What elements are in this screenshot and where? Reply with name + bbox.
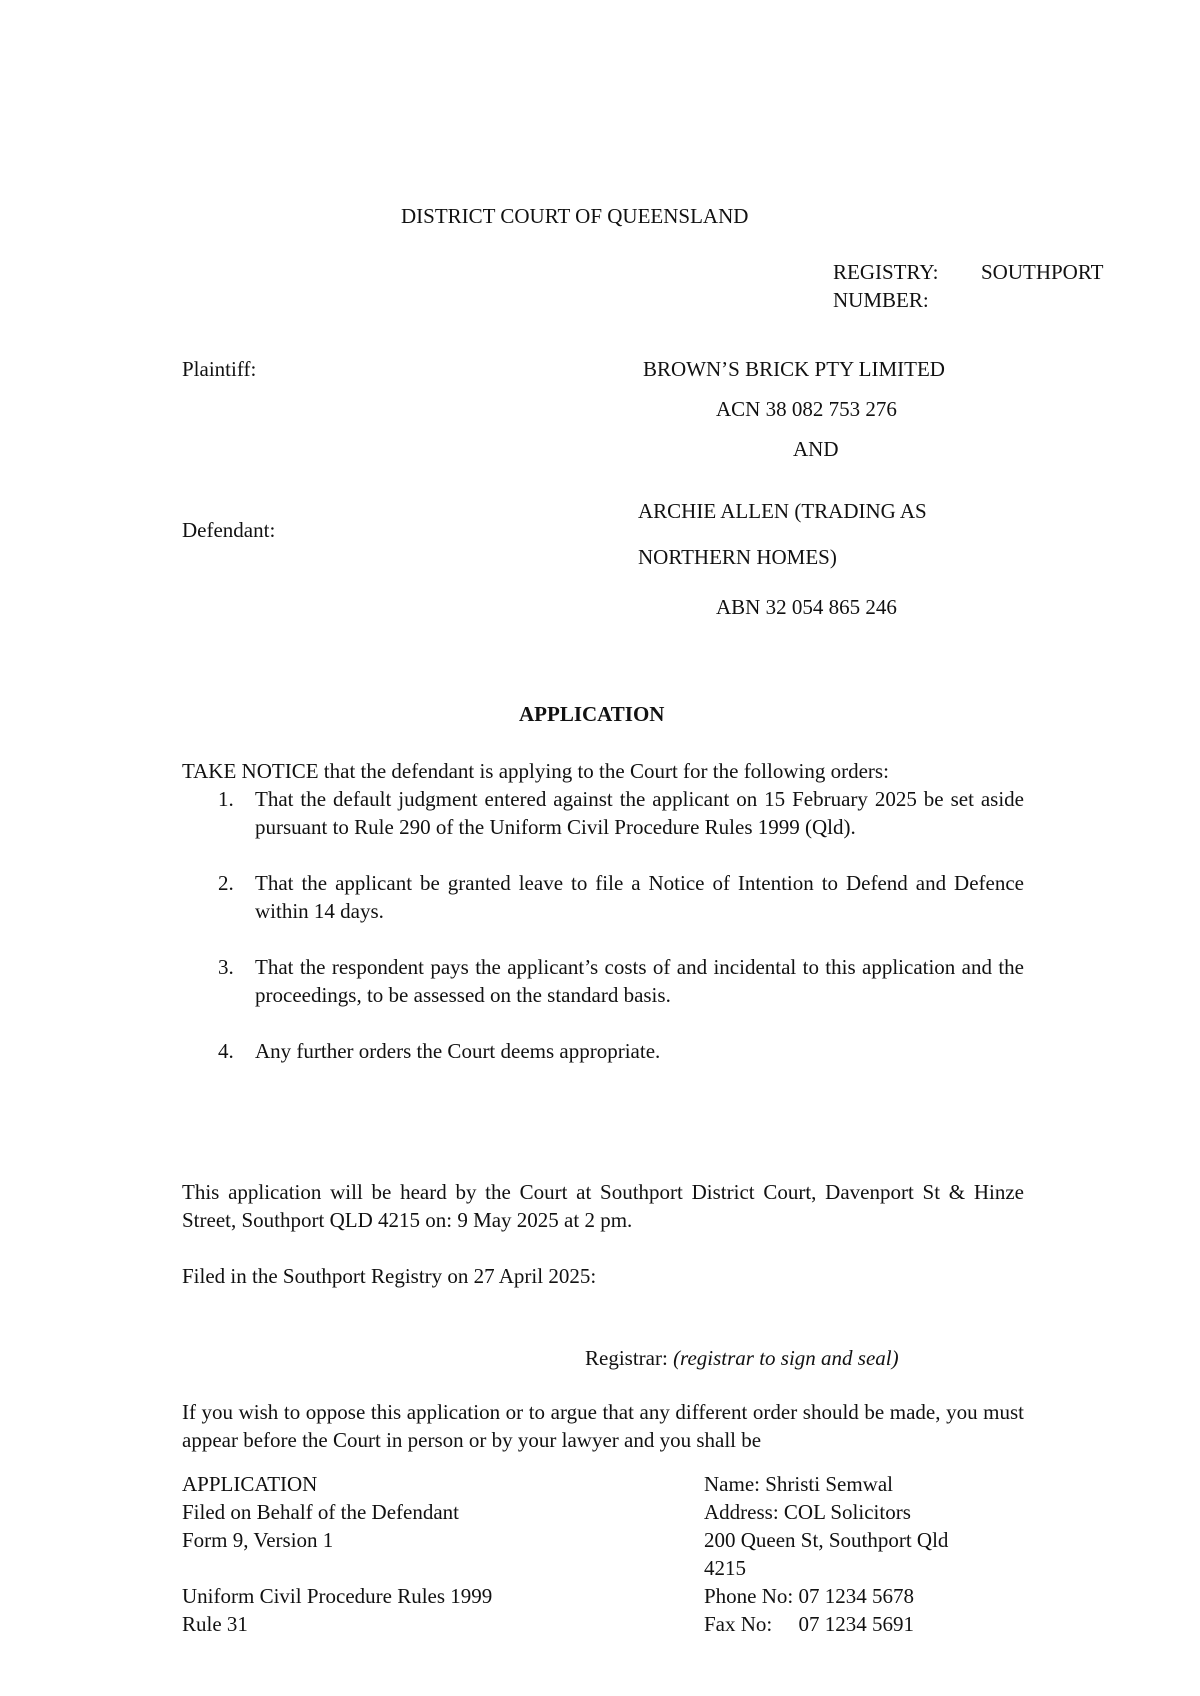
order-number: 1. (218, 787, 234, 811)
footer-rule-number: Rule 31 (182, 1612, 248, 1636)
footer-address: Address: COL Solicitors (704, 1500, 911, 1524)
court-title: DISTRICT COURT OF QUEENSLAND (401, 204, 749, 228)
footer-fax: Fax No: 07 1234 5691 (704, 1612, 914, 1636)
plaintiff-name: BROWN’S BRICK PTY LIMITED (643, 357, 945, 381)
defendant-abn: ABN 32 054 865 246 (716, 595, 897, 619)
order-text: That the default judgment entered against the applicant on 15 February 2025 be set aside pursuant to Rule 290 of the Uniform Civil Procedure Rules 1999 (Qld). (255, 787, 1024, 839)
registry-label: REGISTRY: (833, 260, 939, 284)
order-number: 4. (218, 1039, 234, 1063)
defendant-name-line2: NORTHERN HOMES) (638, 545, 837, 569)
application-title: APPLICATION (519, 702, 665, 726)
and-separator: AND (793, 437, 839, 461)
order-text: That the respondent pays the applicant’s costs of and incidental to this application and the proceedings, to be assessed on the standard basis. (255, 955, 1024, 1007)
footer-contact-info (704, 1470, 1044, 1638)
footer-postcode: 4215 (704, 1556, 746, 1580)
order-number: 2. (218, 871, 234, 895)
order-text: That the applicant be granted leave to file a Notice of Intention to Defend and Defence within 14 days. (255, 871, 1024, 923)
defendant-name-line1: ARCHIE ALLEN (TRADING AS (638, 499, 927, 523)
filed-date: Filed in the Southport Registry on 27 April 2025: (182, 1264, 597, 1288)
footer-doc-type: APPLICATION (182, 1472, 318, 1496)
order-item (182, 1037, 1024, 1065)
footer-document-info (182, 1470, 602, 1638)
number-label: NUMBER: (833, 288, 929, 312)
footer-filed-behalf: Filed on Behalf of the Defendant (182, 1500, 459, 1524)
registrar-note: (registrar to sign and seal) (673, 1346, 899, 1370)
order-text: Any further orders the Court deems appropriate. (255, 1039, 661, 1063)
registry-value: SOUTHPORT (981, 260, 1104, 284)
plaintiff-label: Plaintiff: (182, 357, 257, 381)
defendant-label: Defendant: (182, 518, 276, 542)
footer-form: Form 9, Version 1 (182, 1528, 334, 1552)
orders-list (182, 785, 1024, 1093)
order-item (182, 785, 1024, 841)
footer-name: Name: Shristi Semwal (704, 1472, 893, 1496)
footer-street: 200 Queen St, Southport Qld (704, 1528, 949, 1552)
footer-spacer (182, 1554, 602, 1582)
plaintiff-acn: ACN 38 082 753 276 (716, 397, 897, 421)
take-notice-text: TAKE NOTICE that the defendant is applying to the Court for the following orders: (182, 759, 889, 783)
order-item (182, 869, 1024, 925)
order-item (182, 953, 1024, 1009)
hearing-details: This application will be heard by the Court at Southport District Court, Davenport St & Hinze Street, Southport QLD 4215 on: 9 May 2025 at 2 pm. (182, 1180, 1024, 1232)
oppose-notice: If you wish to oppose this application or to argue that any different order should be made, you must appear before the Court in person or by your lawyer and you shall be (182, 1400, 1024, 1452)
footer-phone: Phone No: 07 1234 5678 (704, 1584, 914, 1608)
order-number: 3. (218, 955, 234, 979)
registrar-label: Registrar: (585, 1346, 668, 1370)
footer-rules: Uniform Civil Procedure Rules 1999 (182, 1584, 493, 1608)
registrar-line (585, 1344, 899, 1372)
